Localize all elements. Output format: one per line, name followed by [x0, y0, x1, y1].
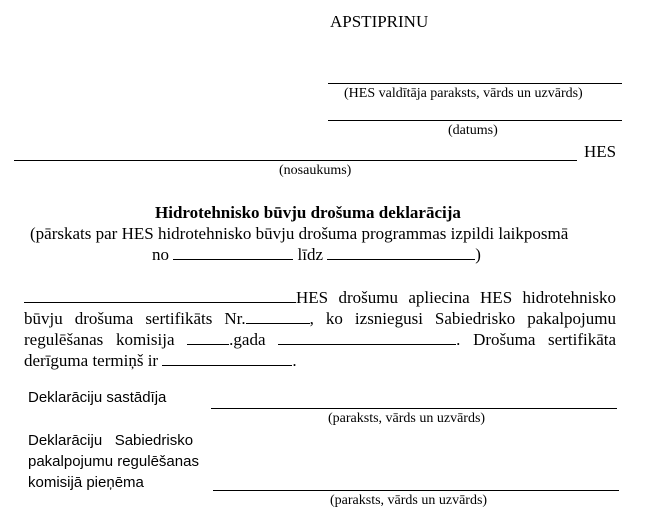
certificate-paragraph: [24, 287, 616, 371]
issue-date-blank[interactable]: [278, 330, 456, 345]
year-blank[interactable]: [187, 330, 229, 345]
paragraph-text-7: derīguma termiņš ir: [24, 351, 159, 370]
validity-blank[interactable]: [162, 351, 292, 366]
date-caption: (datums): [448, 123, 498, 138]
period-from-label: no: [152, 245, 169, 264]
period-from-blank[interactable]: [173, 245, 293, 260]
paragraph-text-4: regulēšanas komisija: [24, 330, 175, 349]
period-to-blank[interactable]: [327, 245, 475, 260]
compiled-signature-caption: (paraksts, vārds un uzvārds): [328, 411, 486, 426]
accepted-label-line-1: Deklarāciju Sabiedrisko: [28, 432, 194, 449]
paragraph-text-3: , ko izsniegusi Sabiedrisko pakalpojumu: [309, 309, 616, 328]
paragraph-text-5: .gada: [229, 330, 266, 349]
accepted-signature-caption: (paraksts, vārds un uzvārds): [330, 493, 488, 508]
compiled-by-label: Deklarāciju sastādīja: [28, 389, 167, 406]
paragraph-text-2: būvju drošuma sertifikāts Nr.: [24, 309, 246, 328]
period-close: ): [475, 245, 481, 264]
paragraph-text-8: .: [292, 351, 297, 370]
name-line[interactable]: [14, 160, 577, 161]
hes-name-blank[interactable]: [24, 288, 296, 303]
paragraph-text-6: . Drošuma sertifikāta: [456, 330, 617, 349]
paragraph-text-1: HES drošumu apliecina HES hidrotehnisko: [296, 288, 616, 307]
period-to-label: līdz: [297, 245, 323, 264]
approve-heading: APSTIPRINU: [330, 12, 429, 31]
accepted-label-line-3: komisijā pieņēma: [28, 474, 144, 491]
certificate-number-blank[interactable]: [246, 309, 310, 324]
document-title: Hidrotehnisko būvju drošuma deklarācija: [155, 203, 461, 222]
date-line[interactable]: [328, 120, 622, 121]
signature-caption: (HES valdītāja paraksts, vārds un uzvārds): [344, 86, 583, 101]
hes-label: HES: [584, 142, 617, 161]
name-caption: (nosaukums): [279, 163, 352, 178]
accepted-by-label: [28, 430, 199, 493]
signature-line[interactable]: [328, 83, 622, 84]
compiled-signature-line[interactable]: [211, 408, 617, 409]
accepted-signature-line[interactable]: [213, 490, 619, 491]
accepted-label-line-2: pakalpojumu regulēšanas: [28, 453, 199, 470]
period-line: [152, 245, 481, 265]
document-subtitle: (pārskats par HES hidrotehnisko būvju drošuma programmas izpildi laikposmā: [30, 224, 569, 243]
